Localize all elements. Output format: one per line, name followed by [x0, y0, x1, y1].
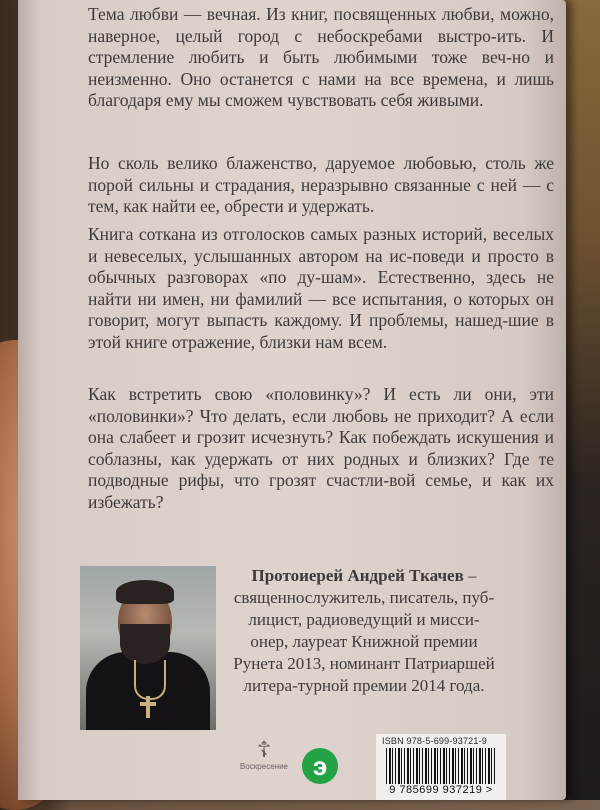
beard [120, 624, 170, 664]
paragraph-2: Но сколь велико блаженство, даруемое любовью, столь же порой сильны и страдания, неразрывно связанные с ней — с тем, как найти ее, обрести и удержать. [88, 153, 554, 216]
paragraph-3: Книга соткана из отголосков самых разных историй, веселых и невеселых, услышанных автором на ис-поведи и просто в обычных разговорах «по ду-шам». Естественно, здесь не найти ни имен, ни фамилий — все испытания, о которых он говорит, могут выпасть каждому. И проблемы, нашед-шие в этой книге отражение, близки нам всем. [88, 224, 554, 352]
author-description: – священнослужитель, писатель, пуб-лицист, радиоведущий и мисси-онер, лауреат Книжной премии Рунета 2013, номинант Патриаршей литера-турной премии 2014 года. [233, 566, 495, 695]
paragraph-4: Как встретить свою «половинку»? И есть ли они, эти «половинки»? Что делать, если любовь не приходит? А если она слабеет и грозит исчезнуть? Как побеждать искушения и соблазны, как удержать от них родных и близких? Где те подводные рифы, что грозят счастли-вой семье, и как их избежать? [88, 384, 554, 512]
eksmo-logo-icon: э [302, 748, 338, 784]
publisher-name: Воскресение [240, 762, 288, 771]
pectoral-cross-bar [140, 702, 156, 706]
barcode-number: 9 785699 937219 > [389, 784, 493, 796]
isbn-text: ISBN 978-5-699-93721-9 [382, 736, 487, 746]
pectoral-cross-icon [146, 696, 150, 718]
background-shelf [560, 0, 600, 800]
barcode [376, 734, 506, 800]
cross-chain [134, 660, 166, 700]
author-name: Протоиерей Андрей Ткачев [251, 566, 464, 585]
publisher-logo [236, 738, 292, 800]
barcode-bars [386, 748, 496, 784]
author-bio [232, 565, 496, 697]
cross-icon: ☦ [256, 737, 272, 762]
hair [116, 580, 174, 604]
author-photo [80, 566, 216, 730]
paragraph-1: Тема любви — вечная. Из книг, посвященных любви, можно, наверное, целый город с небоскребами выстро-ить. И стремление любить и быть любимыми тоже веч-но и неизменно. Оно останется с нами на все времена, и лишь благодаря ему мы сможем чувствовать себя живыми. [88, 4, 554, 110]
